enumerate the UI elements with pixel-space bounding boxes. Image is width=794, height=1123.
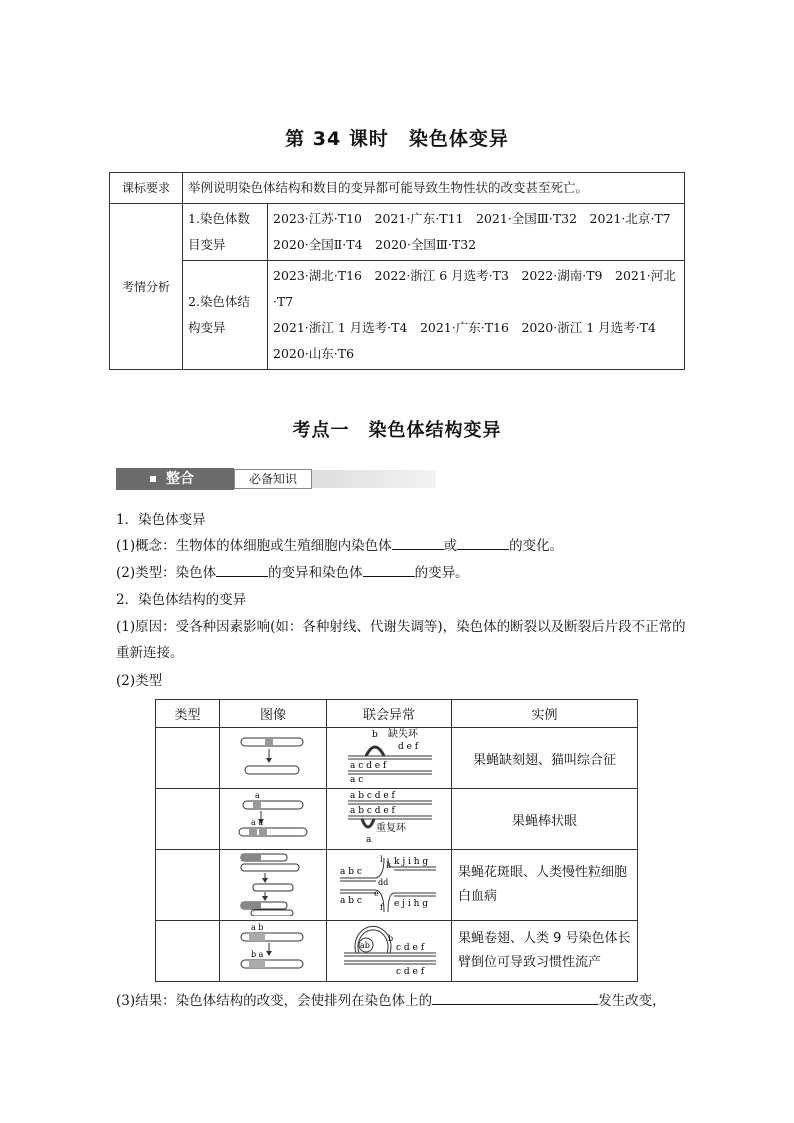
label-e: e (374, 889, 379, 898)
type-cell (156, 789, 220, 850)
col-header-example: 实例 (452, 700, 638, 728)
row-head-standard: 课标要求 (110, 173, 183, 204)
label-top-right: d e f (398, 742, 419, 752)
label-right-bottom: e j i h g (394, 899, 428, 909)
table-row (156, 728, 638, 789)
label-left-top: a b c (340, 867, 362, 877)
label-ba: b a (251, 950, 264, 959)
label-k: k (386, 861, 391, 870)
type-cell (156, 921, 220, 982)
para-5: (1)原因：受各种因素影响(如：各种射线、代谢失调等)，染色体的断裂以及断裂后片段不正常的重新连接。 (116, 619, 686, 661)
col-header-image: 图像 (220, 700, 327, 728)
section-banner (116, 466, 436, 492)
inversion-loop-diagram (328, 921, 450, 977)
variation-type-table (155, 699, 638, 982)
label-mid: a c d e f (350, 761, 387, 771)
duplication-chromosome-diagram (221, 789, 325, 845)
sub-content-structure-variation (268, 261, 685, 370)
square-bullet-icon (150, 476, 156, 482)
translocation-chromosome-diagram (221, 850, 325, 916)
fill-blank (216, 562, 268, 577)
label-top: a b c d e f (350, 791, 395, 801)
synapsis-cell (327, 789, 452, 850)
para-3 (116, 560, 686, 586)
label-b: b (388, 934, 394, 943)
image-cell (220, 921, 327, 982)
para-text: (3)结果：染色体结构的改变，会使排列在染色体上的 (116, 993, 433, 1009)
exam-line: 2020·全国Ⅱ·T4 2020·全国Ⅲ·T32 (273, 237, 477, 252)
banner-left-block (116, 468, 234, 490)
label-f: f (380, 903, 383, 912)
type-cell (156, 728, 220, 789)
col-header-synapsis: 联会异常 (327, 700, 452, 728)
sub-content-number-variation (268, 204, 685, 261)
page-title: 第 34 课时 染色体变异 (285, 128, 509, 150)
col-header-type: 类型 (156, 700, 220, 728)
para-7 (116, 988, 696, 1014)
label-a: a (255, 791, 260, 800)
para-text: 或 (443, 538, 458, 554)
label-right: c d e f (396, 943, 425, 953)
exam-line: 2023·湖北·T16 2022·浙江 6 月选考·T3 2022·湖南·T9 2021·河北·T7 (273, 268, 676, 309)
synapsis-cell (327, 850, 452, 921)
example-cell: 果蝇卷翅、人类 9 号染色体长臂倒位可导致习惯性流产 (452, 921, 638, 982)
para-2 (116, 533, 686, 559)
example-cell: 果蝇缺刻翅、猫叫综合征 (452, 728, 638, 789)
deletion-loop-diagram (328, 728, 450, 784)
example-cell: 果蝇棒状眼 (452, 789, 638, 850)
label-aa: a a (251, 818, 264, 827)
info-table (109, 172, 685, 370)
sub-label-number-variation: 1.染色体数目变异 (183, 204, 268, 261)
banner-right-label: 必备知识 (234, 469, 312, 489)
exam-line: 2021·浙江 1 月选考·T4 2021·广东·T16 2020·浙江 1 月选考·T4 (273, 320, 656, 335)
fill-blank (457, 535, 509, 550)
label-ab: a b (251, 923, 264, 932)
deletion-chromosome-diagram (221, 728, 325, 784)
image-cell (220, 728, 327, 789)
synapsis-cell (327, 921, 452, 982)
para-6: (2)类型 (116, 673, 163, 689)
section-title: 考点一 染色体结构变异 (292, 420, 502, 441)
para-text: (1)概念：生物体的体细胞或生殖细胞内染色体 (116, 538, 392, 554)
label-bottom: a (366, 835, 372, 845)
para-text: 的变异。 (414, 565, 469, 581)
label-duplication-loop: 重复环 (376, 823, 406, 834)
para-text: 的变异和染色体 (268, 565, 363, 581)
image-cell (220, 789, 327, 850)
label-right-top: k j i h g (394, 857, 429, 867)
banner-left-label: 整合 (166, 471, 194, 487)
label-left-bottom: a b c (340, 896, 362, 906)
label-b: b (372, 730, 378, 740)
duplication-loop-diagram (328, 789, 450, 845)
type-cell (156, 850, 220, 921)
translocation-cross-diagram (328, 850, 450, 916)
fill-blank (432, 990, 598, 1005)
para-text: (2)类型：染色体 (116, 565, 217, 581)
example-cell: 果蝇花斑眼、人类慢性粒细胞白血病 (452, 850, 638, 921)
table-row (156, 789, 638, 850)
para-4: 2．染色体结构的变异 (116, 592, 247, 608)
label-right-2: c d e f (396, 967, 425, 977)
fill-blank (363, 562, 415, 577)
fill-blank (392, 535, 444, 550)
label-bottom: a c (350, 775, 364, 784)
label-deletion-loop: 缺失环 (388, 729, 418, 740)
image-cell (220, 850, 327, 921)
para-text: 的变化。 (509, 538, 564, 554)
label-l: l (380, 855, 383, 864)
exam-line: 2023·江苏·T10 2021·广东·T11 2021·全国Ⅲ·T32 2021·北京·T7 (273, 211, 671, 226)
table-row (156, 921, 638, 982)
table-row (156, 850, 638, 921)
inversion-chromosome-diagram (221, 921, 325, 977)
para-text: 发生改变， (598, 993, 666, 1009)
label-loop-ab: ab (360, 941, 370, 950)
exam-line: 2020·山东·T6 (273, 346, 355, 361)
label-dd: dd (378, 878, 389, 887)
row-head-analysis: 考情分析 (110, 204, 183, 370)
synapsis-cell (327, 728, 452, 789)
sub-label-structure-variation: 2.染色体结构变异 (183, 261, 268, 370)
label-mid: a b c d e f (350, 806, 395, 816)
para-1: 1．染色体变异 (116, 512, 206, 528)
standard-content: 举例说明染色体结构和数目的变异都可能导致生物性状的改变甚至死亡。 (183, 173, 685, 204)
